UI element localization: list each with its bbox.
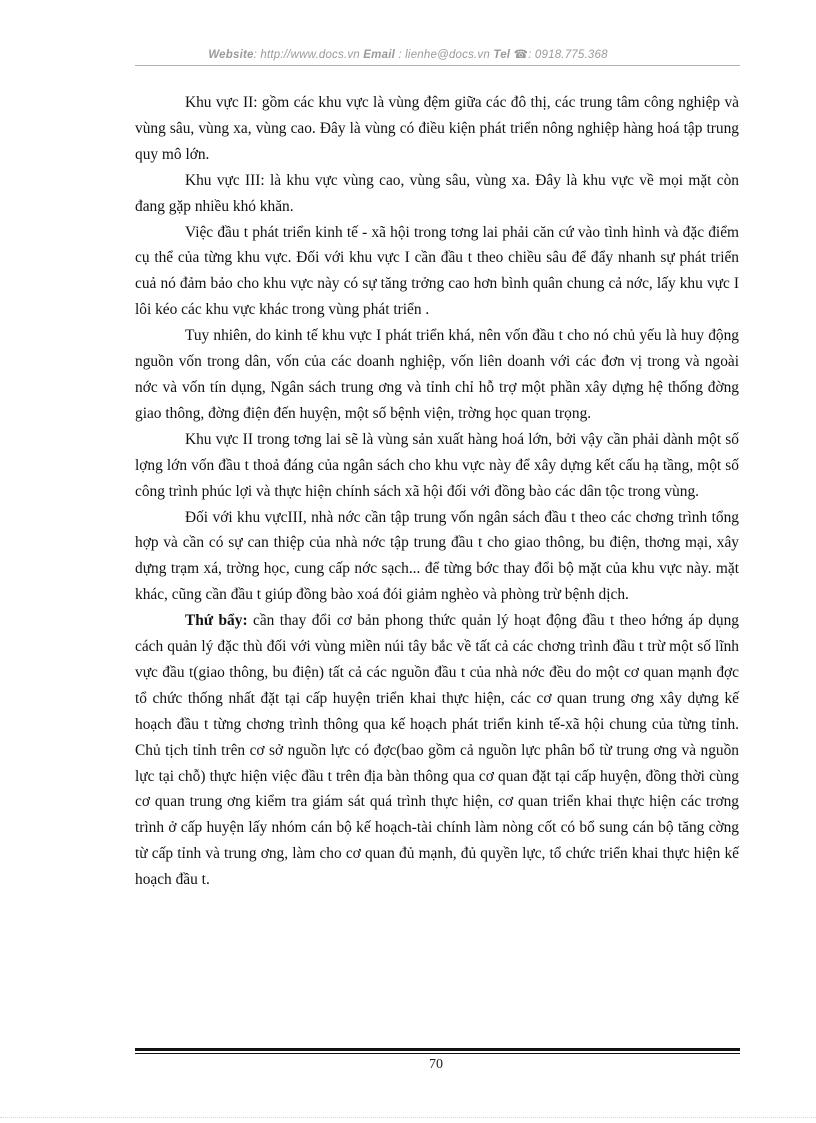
- email-value: : lienhe@docs.vn: [398, 49, 490, 61]
- paragraph-thu-bay: [135, 608, 739, 893]
- paragraph: Khu vực II trong tơng lai sẽ là vùng sản xuất hàng hoá lớn, bởi vậy cần phải dành một số lợng lớn vốn đầu t thoả đáng của ngân sách cho khu vực này để xây dựng kết cấu hạ tầng, một số công trình phúc lợi và thực hiện chính sách xã hội đối với đồng bào các dân tộc trong vùng.: [135, 430, 739, 500]
- paragraph: Khu vực II: gồm các khu vực là vùng đệm giữa các đô thị, các trung tâm công nghiệp và vùng sâu, vùng xa, vùng cao. Đây là vùng có điều kiện phát triển nông nghiệp hàng hoá tập trung quy mô lớn.: [135, 94, 739, 163]
- paragraph-text: cần thay đổi cơ bản phong thức quản lý hoạt động đầu t theo hớng áp dụng cách quản lý đặc thù đối với vùng miền núi tây bắc về tất cả các chơng trình đầu t trừ một số lĩnh vực đầu t(giao thông, bu điện) tất cả các nguồn đầu t của nhà nớc đều do một cơ quan mạnh đợc tổ chức thống nhất đặt tại cấp huyện triển khai thực hiện, các cơ quan trung ơng xây dựng kế hoạch đầu t từng chơng trình thông qua kế hoạch phát triển kinh tế-xã hội chung của từng tỉnh. Chủ tịch tỉnh trên cơ sở nguồn lực có đợc(bao gồm cả nguồn lực phân bổ từ trung ơng và nguồn lực tại chỗ) thực hiện việc đầu t trên địa bàn thông qua cơ quan đặt tại cấp huyện, đồng thời cùng cơ quan trung ơng kiểm tra giám sát quá trình thực hiện, cơ quan triển khai thực hiện các trơng trình ở cấp huyện lấy nhóm cán bộ kế hoạch-tài chính làm nòng cốt có bổ sung cán bộ tăng cờng từ cấp tỉnh và trung ơng, làm cho cơ quan đủ mạnh, đủ quyền lực, tổ chức triển khai thực hiện kế hoạch đầu t.: [135, 612, 739, 889]
- paragraph: Việc đầu t phát triển kinh tế - xã hội trong tơng lai phải căn cứ vào tình hình và đặc điểm cụ thể của từng khu vực. Đối với khu vực I cần đầu t theo chiều sâu để đẩy nhanh sự phát triển cuả nó đảm bảo cho khu vực này có sự tăng trởng cao hơn bình quân chung cả nớc, lấy khu vực I lôi kéo các khu vực khác trong vùng phát triển .: [135, 223, 739, 319]
- paragraph: Tuy nhiên, do kinh tế khu vực I phát triển khá, nên vốn đầu t cho nó chủ yếu là huy động nguồn vốn trong dân, vốn của các doanh nghiệp, vốn liên doanh với các đơn vị trong và ngoài nớc và vốn tín dụng, Ngân sách trung ơng và tỉnh chỉ hỗ trợ một phần xây dựng hệ thống đờng giao thông, đờng điện đến huyện, một số bệnh viện, trờng học quan trọng.: [135, 327, 739, 422]
- page-edge: [0, 1117, 816, 1118]
- document-body: [135, 90, 739, 893]
- phone-icon: ☎: [513, 49, 529, 61]
- page-header: [0, 47, 816, 61]
- footer-divider-thin: [135, 1053, 740, 1054]
- header-divider: [135, 65, 740, 66]
- footer-divider-thick: [135, 1048, 740, 1051]
- paragraph-lead: Thứ bẩy:: [185, 612, 248, 630]
- website-value: : http://www.docs.vn: [253, 49, 360, 61]
- page-number: 70: [429, 1057, 443, 1072]
- paragraph: Khu vực III: là khu vực vùng cao, vùng sâu, vùng xa. Đây là khu vực về mọi mặt còn đang gặp nhiều khó khăn.: [135, 171, 739, 215]
- tel-value: : 0918.775.368: [528, 49, 608, 61]
- tel-label: Tel: [493, 49, 511, 61]
- email-label: Email: [363, 49, 395, 61]
- website-label: Website: [208, 49, 254, 61]
- paragraph: Đối với khu vựcIII, nhà nớc cần tập trung vốn ngân sách đầu t theo các chơng trình tổng hợp và cần có sự can thiệp của nhà nớc tập trung đầu t cho giao thông, bu điện, thơng mại, xây dựng trạm xá, trờng học, cung cấp nớc sạch... để từng bớc thay đổi bộ mặt của khu vực này. mặt khác, cũng cần đầu t giúp đồng bào xoá đói giảm nghèo và phòng trừ bệnh dịch.: [135, 508, 739, 604]
